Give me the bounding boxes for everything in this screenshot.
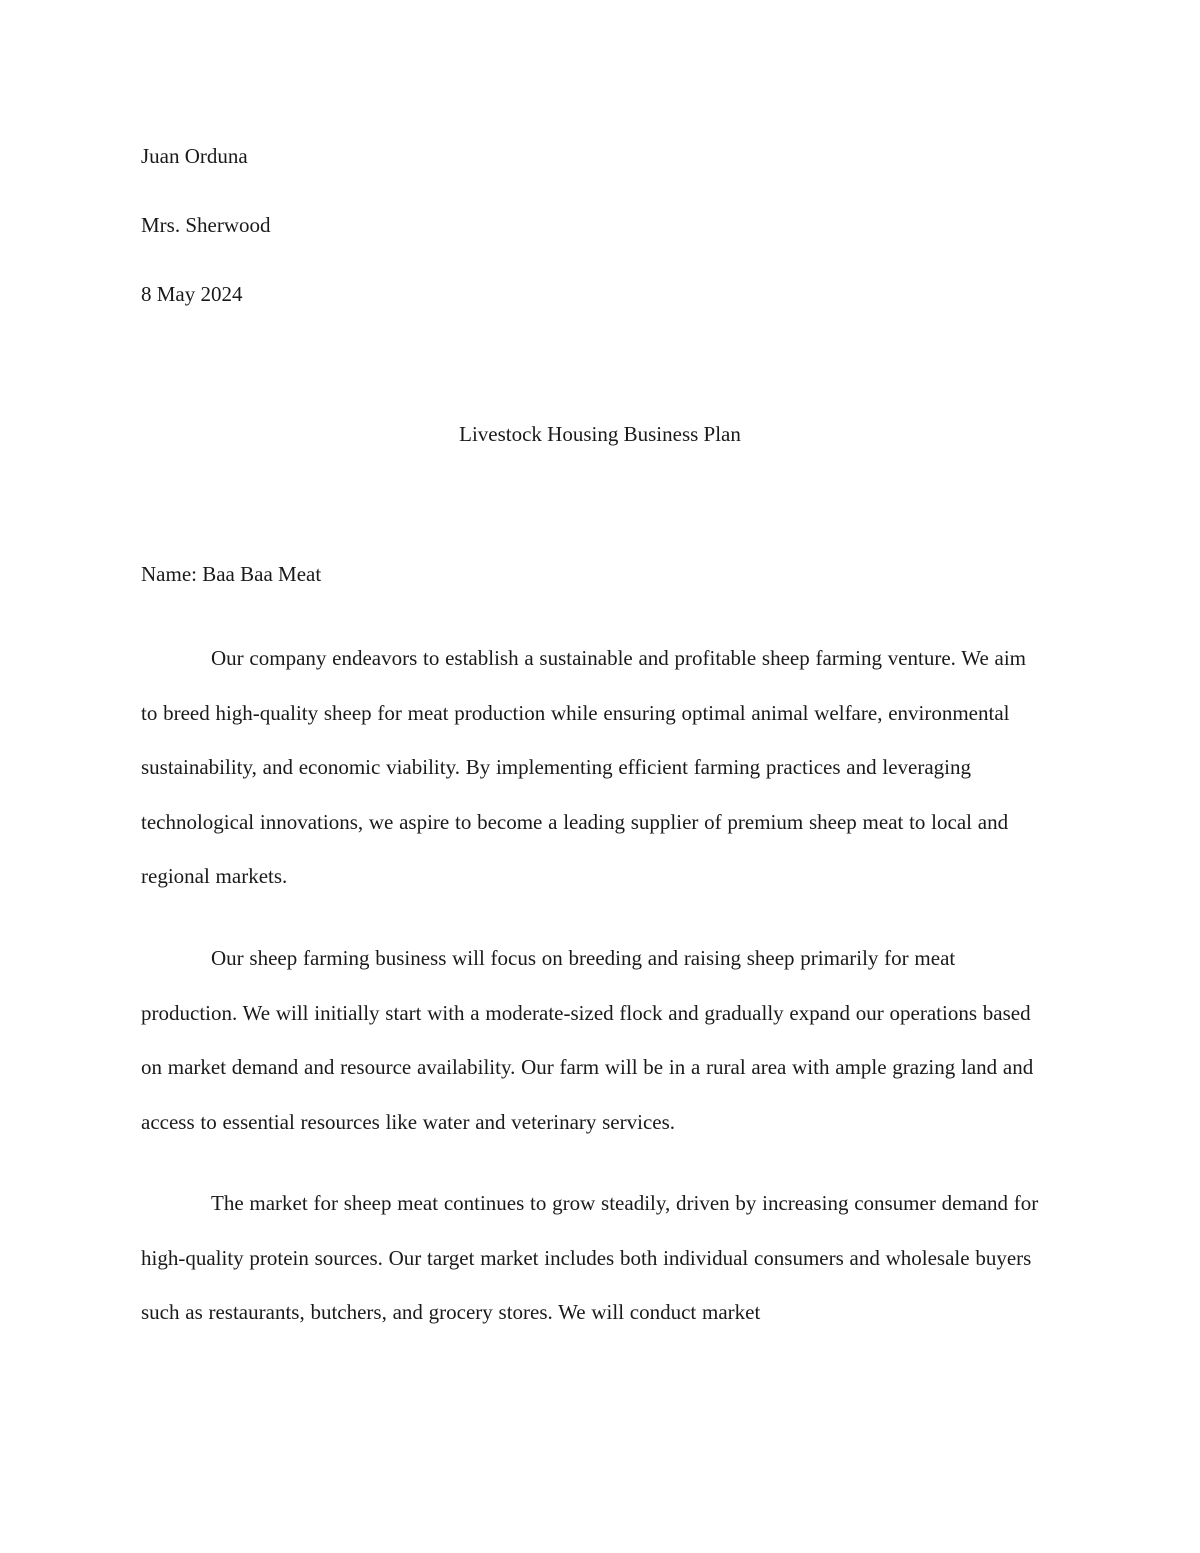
business-name-line: Name: Baa Baa Meat (141, 562, 322, 586)
author-name: Juan Orduna (141, 144, 248, 168)
paragraph-1: Our company endeavors to establish a sustainable and profitable sheep farming venture. We aim to breed high-quality sheep for meat production while ensuring optimal animal welfare, environmental sustainability, and economic viability. By implementing efficient farming practices and leveraging technological innovations, we aspire to become a leading supplier of premium sheep meat to local and regional markets. (141, 646, 1026, 888)
paragraph-2: Our sheep farming business will focus on breeding and raising sheep primarily for meat production. We will initially start with a moderate-sized flock and gradually expand our operations based on market demand and resource availability. Our farm will be in a rural area with ample grazing land and access to essential resources like water and veterinary services. (141, 946, 1034, 1134)
document-date: 8 May 2024 (141, 282, 243, 306)
instructor-name: Mrs. Sherwood (141, 213, 271, 237)
document-title: Livestock Housing Business Plan (459, 422, 741, 446)
paragraph-3: The market for sheep meat continues to grow steadily, driven by increasing consumer demand for high-quality protein sources. Our target market includes both individual consumers and wholesale buyers such as restaurants, butchers, and grocery stores. We will conduct market (141, 1191, 1039, 1324)
